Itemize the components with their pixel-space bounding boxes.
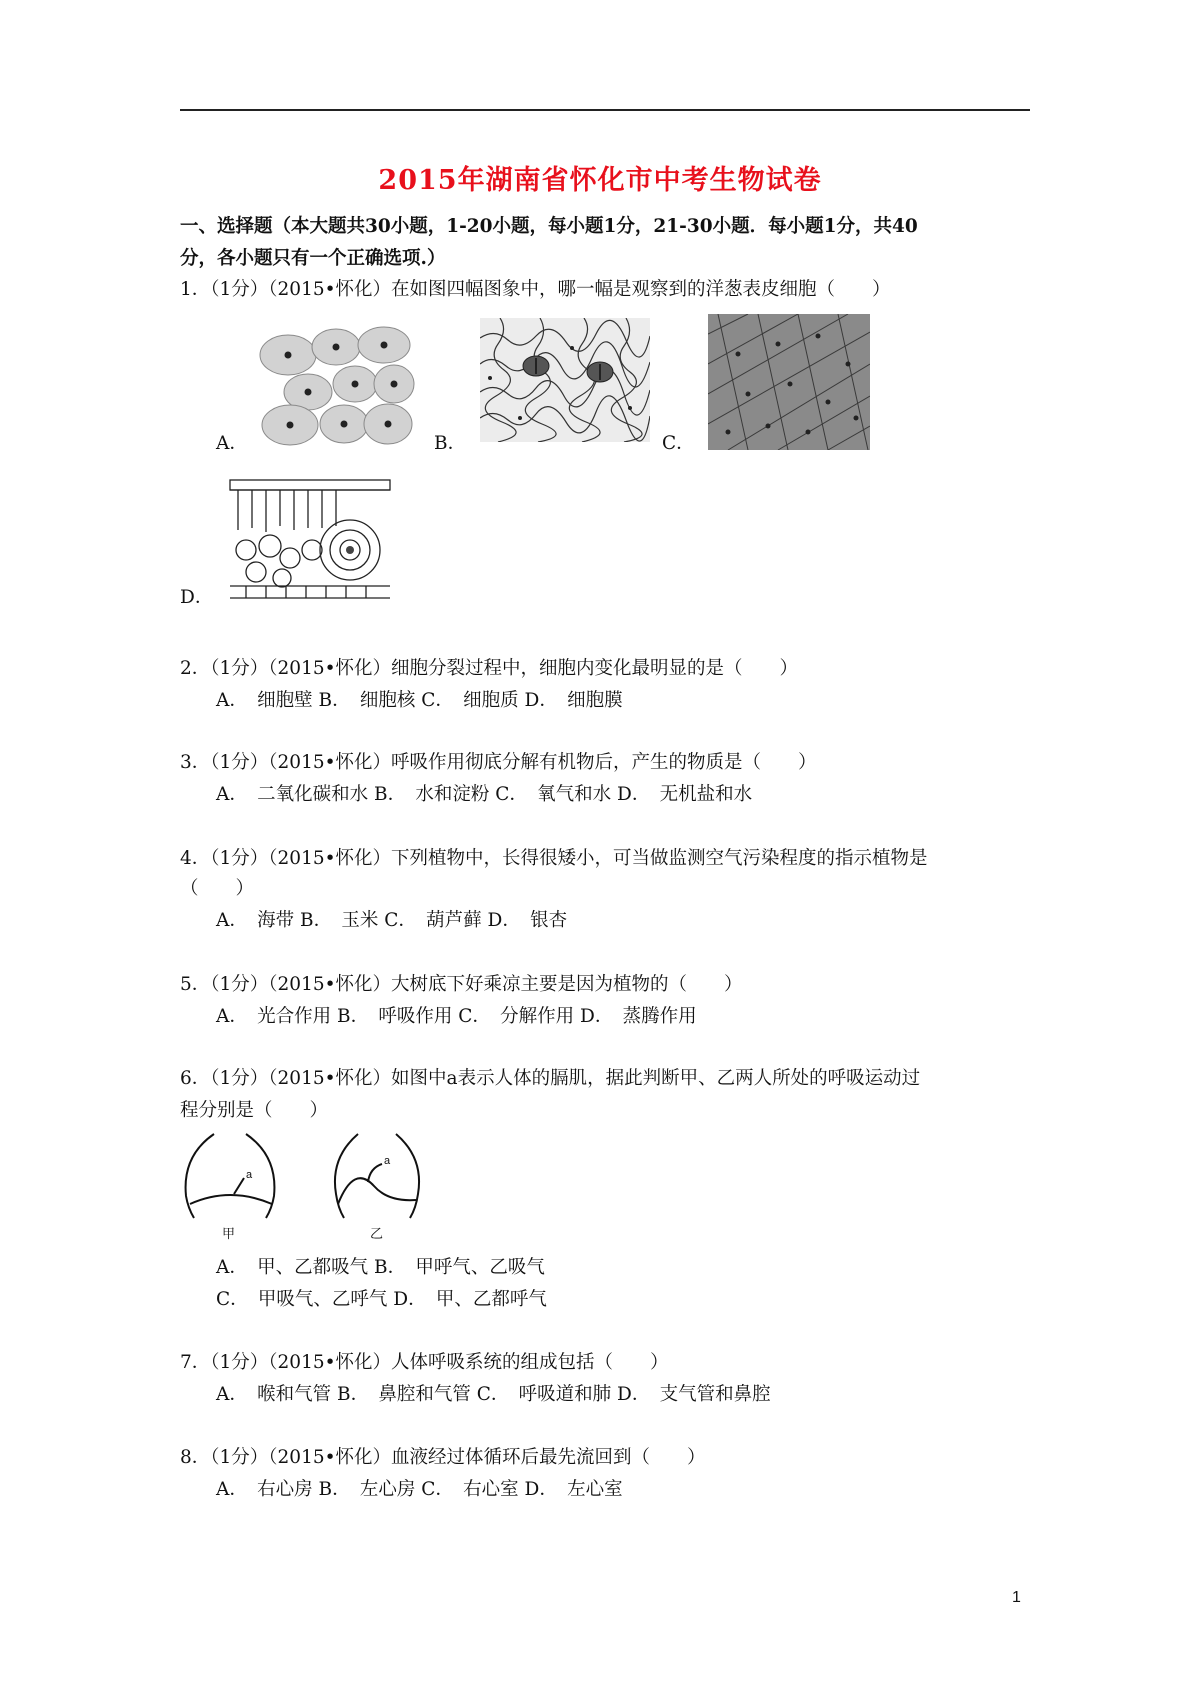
q6-figure-yi <box>330 1128 430 1240</box>
question-1-stem: 1．（1分）（2015•怀化）在如图四幅图象中，哪一幅是观察到的洋葱表皮细胞（ ） <box>180 279 891 300</box>
question-2-options: A． 细胞壁 B． 细胞核 C． 细胞质 D． 细胞膜 <box>216 690 623 711</box>
question-8-stem: 8．（1分）（2015•怀化）血液经过体循环后最先流回到（ ） <box>180 1447 706 1468</box>
question-4-stem-cont: （ ） <box>180 878 255 899</box>
q1-label-b: B． <box>434 433 467 454</box>
question-5-options: A． 光合作用 B． 呼吸作用 C． 分解作用 D． 蒸腾作用 <box>216 1006 697 1027</box>
q6-label-a-jia: a <box>246 1169 253 1181</box>
header-rule <box>180 109 1030 111</box>
q1-label-a: A． <box>216 433 248 454</box>
q6-label-a-yi: a <box>384 1155 391 1167</box>
question-5-stem: 5．（1分）（2015•怀化）大树底下好乘凉主要是因为植物的（ ） <box>180 974 743 995</box>
question-3-stem: 3．（1分）（2015•怀化）呼吸作用彻底分解有机物后，产生的物质是（ ） <box>180 752 817 773</box>
q6-figure-jia <box>180 1128 280 1240</box>
question-4-options: A． 海带 B． 玉米 C． 葫芦藓 D． 银杏 <box>216 910 568 931</box>
q1-label-d: D． <box>180 587 214 608</box>
q1-image-a-cheek-cells <box>258 322 416 452</box>
section-heading-line1: 一、选择题（本大题共30小题，1-20小题，每小题1分，21-30小题．每小题1分，共40 <box>180 216 918 237</box>
q6-label-yi: 乙 <box>370 1227 384 1240</box>
question-6-stem: 6．（1分）（2015•怀化）如图中a表示人体的膈肌，据此判断甲、乙两人所处的呼吸运动过 <box>180 1068 921 1089</box>
q1-image-d-leaf-cross-section <box>226 474 396 602</box>
question-6-options-cont: C． 甲吸气、乙呼气 D． 甲、乙都呼气 <box>216 1289 547 1310</box>
question-6-options: A． 甲、乙都吸气 B． 甲呼气、乙吸气 <box>216 1257 545 1278</box>
question-3-options: A． 二氧化碳和水 B． 水和淀粉 C． 氧气和水 D． 无机盐和水 <box>216 784 753 805</box>
question-2-stem: 2．（1分）（2015•怀化）细胞分裂过程中，细胞内变化最明显的是（ ） <box>180 658 799 679</box>
question-7-options: A． 喉和气管 B． 鼻腔和气管 C． 呼吸道和肺 D． 支气管和鼻腔 <box>216 1384 771 1405</box>
question-4-stem: 4．（1分）（2015•怀化）下列植物中，长得很矮小，可当做监测空气污染程度的指示植物是 <box>180 848 928 869</box>
q1-image-c-onion-epidermis <box>708 314 870 450</box>
page-number: 1 <box>1012 1589 1021 1606</box>
q6-label-jia: 甲 <box>222 1227 236 1240</box>
question-8-options: A． 右心房 B． 左心房 C． 右心室 D． 左心室 <box>216 1479 623 1500</box>
question-6-stem-cont: 程分别是（ ） <box>180 1100 329 1121</box>
section-heading-line2: 分，各小题只有一个正确选项.） <box>180 248 446 269</box>
q1-label-c: C． <box>662 433 695 454</box>
question-7-stem: 7．（1分）（2015•怀化）人体呼吸系统的组成包括（ ） <box>180 1352 669 1373</box>
page-title: 2015年湖南省怀化市中考生物试卷 <box>378 165 822 196</box>
q1-image-b-leaf-epidermis <box>480 318 650 442</box>
